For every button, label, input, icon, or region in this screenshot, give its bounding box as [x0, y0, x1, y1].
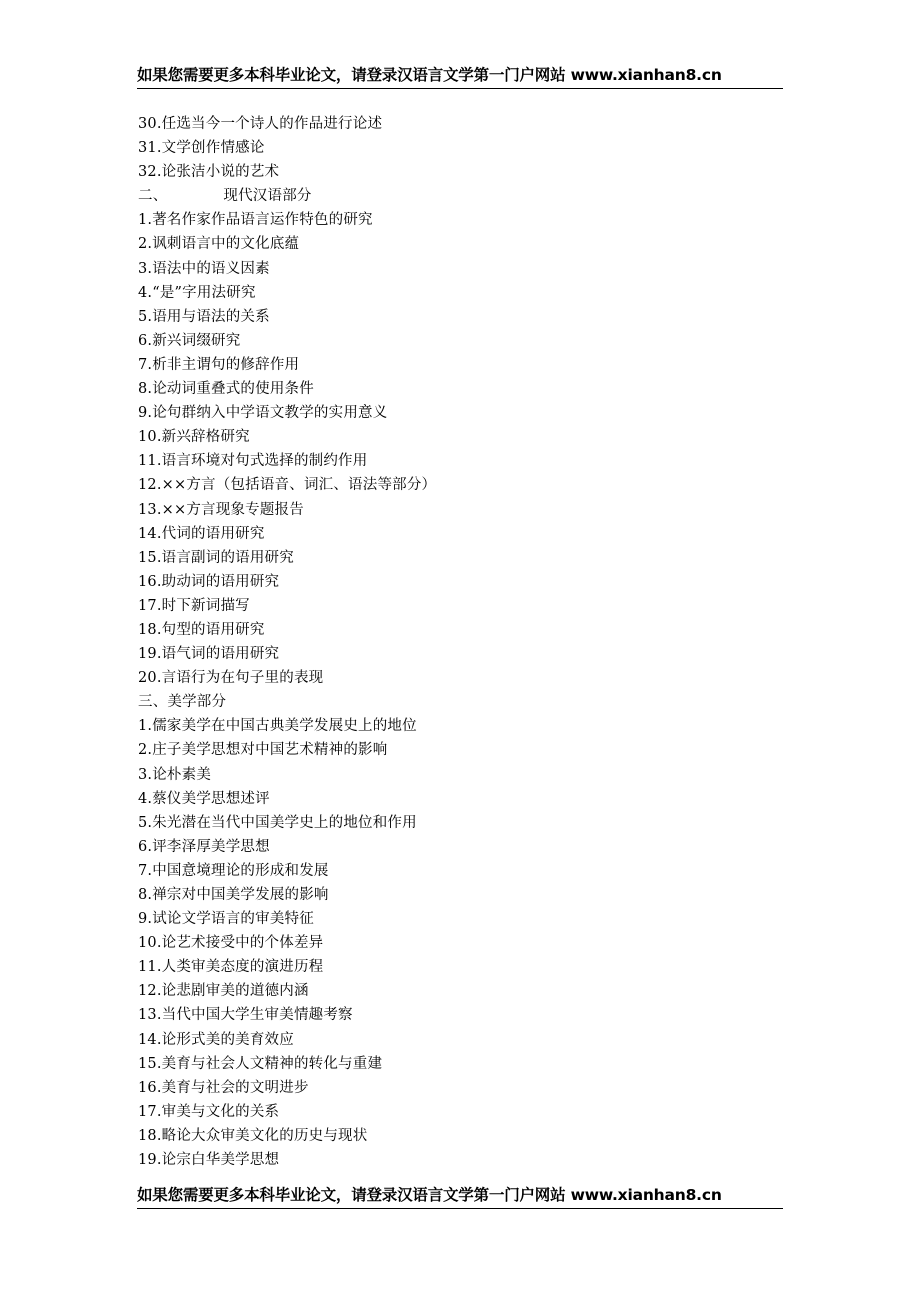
section-title: 现代汉语部分 [223, 188, 312, 205]
list-item: 2.讽刺语言中的文化底蕴 [138, 236, 300, 253]
list-item: 11.语言环境对句式选择的制约作用 [138, 453, 368, 470]
footer-text: 如果您需要更多本科毕业论文，请登录汉语言文学第一门户网站 www.xianhan8.cn [137, 1186, 722, 1204]
header-text: 如果您需要更多本科毕业论文，请登录汉语言文学第一门户网站 www.xianhan8.cn [137, 66, 722, 84]
list-item: 15.语言副词的语用研究 [138, 549, 294, 566]
list-item: 13.当代中国大学生审美情趣考察 [138, 1007, 353, 1024]
list-item: 1.著名作家作品语言运作特色的研究 [138, 212, 373, 229]
list-item: 7.中国意境理论的形成和发展 [138, 862, 329, 879]
list-item: 13.××方言现象专题报告 [138, 501, 304, 518]
list-item: 3.语法中的语义因素 [138, 260, 270, 277]
section-heading: 三、美学部分 [138, 694, 227, 711]
list-item: 12.××方言（包括语音、词汇、语法等部分） [138, 477, 437, 494]
list-item: 9.论句群纳入中学语文教学的实用意义 [138, 405, 388, 422]
list-item: 32.论张洁小说的艺术 [138, 164, 280, 181]
list-item: 1.儒家美学在中国古典美学发展史上的地位 [138, 718, 417, 735]
list-item: 18.略论大众审美文化的历史与现状 [138, 1127, 368, 1144]
list-item: 7.析非主谓句的修辞作用 [138, 356, 300, 373]
list-item: 8.论动词重叠式的使用条件 [138, 381, 314, 398]
list-item: 19.论宗白华美学思想 [138, 1152, 280, 1169]
list-item: 9.试论文学语言的审美特征 [138, 911, 314, 928]
list-item: 17.审美与文化的关系 [138, 1103, 280, 1120]
list-item: 5.语用与语法的关系 [138, 308, 270, 325]
list-item: 16.美育与社会的文明进步 [138, 1079, 309, 1096]
list-item: 12.论悲剧审美的道德内涵 [138, 983, 309, 1000]
topic-list [138, 112, 778, 1172]
list-item: 16.助动词的语用研究 [138, 573, 280, 590]
list-item: 5.朱光潜在当代中国美学史上的地位和作用 [138, 814, 417, 831]
page-footer [137, 1184, 783, 1209]
list-item: 11.人类审美态度的演进历程 [138, 959, 324, 976]
list-item: 30.任选当今一个诗人的作品进行论述 [138, 116, 383, 132]
list-item: 6.新兴词缀研究 [138, 332, 241, 349]
list-item: 18.句型的语用研究 [138, 621, 265, 638]
list-item: 20.言语行为在句子里的表现 [138, 670, 324, 687]
list-item: 8.禅宗对中国美学发展的影响 [138, 887, 329, 903]
list-item: 3.论朴素美 [138, 766, 212, 783]
list-item: 14.论形式美的美育效应 [138, 1031, 294, 1048]
list-item: 14.代词的语用研究 [138, 525, 265, 542]
list-item: 2.庄子美学思想对中国艺术精神的影响 [138, 742, 388, 759]
list-item: 15.美育与社会人文精神的转化与重建 [138, 1055, 383, 1072]
section-heading: 二、 现代汉语部分 [138, 188, 312, 205]
list-item: 6.评李泽厚美学思想 [138, 838, 270, 855]
list-item: 19.语气词的语用研究 [138, 646, 280, 663]
list-item: 10.新兴辞格研究 [138, 429, 250, 446]
list-item: 17.时下新词描写 [138, 597, 250, 614]
list-item: 31.文学创作情感论 [138, 140, 265, 157]
page-header [137, 64, 783, 89]
list-item: 4.蔡仪美学思想述评 [138, 790, 270, 807]
list-item: 10.论艺术接受中的个体差异 [138, 935, 324, 952]
list-item: 4.“是”字用法研究 [138, 284, 256, 301]
